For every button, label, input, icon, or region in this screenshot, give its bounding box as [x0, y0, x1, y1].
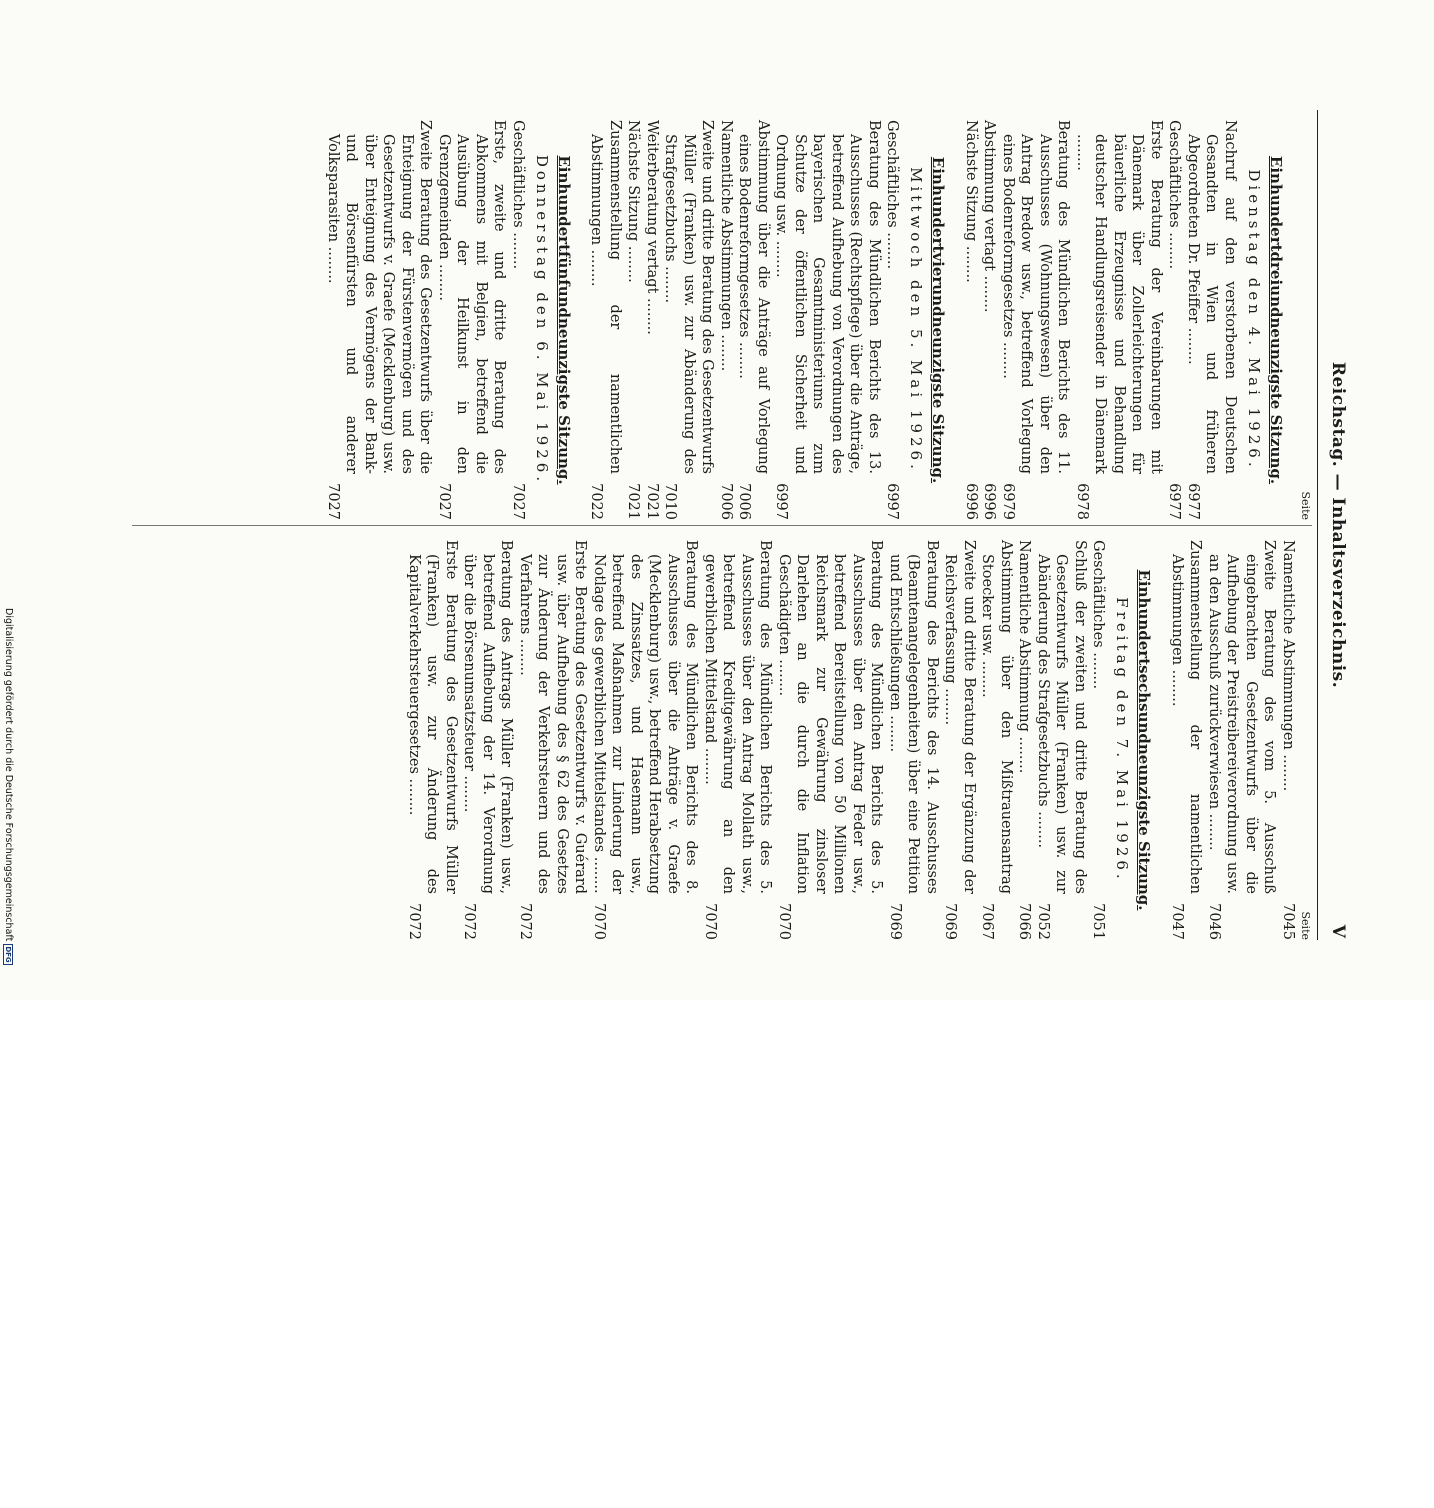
entry-text: Zusammenstellung der namentlichen Abstimmungen ........: [588, 120, 623, 474]
entry-text: Beratung des Antrags Müller (Franken) usw., betreffend Aufhebung der 14. Verordnung über die Börsenumsatzsteuer ........: [461, 540, 515, 894]
entry-page-number: 7067: [979, 903, 996, 940]
entry-page-number: 6997: [773, 483, 790, 520]
entry-page-number: 7045: [1280, 903, 1296, 940]
index-entry: [624, 120, 643, 520]
session-title: Einhundertdreiundneunzigste Sitzung.: [1267, 155, 1285, 485]
index-entry: [509, 120, 528, 520]
session-block: [324, 120, 574, 520]
index-entry: [717, 120, 736, 520]
entry-page-number: 7027: [510, 483, 526, 520]
entry-page-number: 7070: [591, 903, 607, 940]
index-entry: [883, 120, 902, 520]
index-entry: [1205, 540, 1279, 940]
index-entry: [886, 540, 942, 940]
rotated-index-page: [122, 110, 1352, 940]
right-column: [405, 540, 1313, 940]
session-block: [1168, 540, 1298, 940]
index-entry: [1034, 540, 1090, 940]
session-block: [587, 120, 948, 520]
index-entry: [978, 540, 1015, 940]
entry-text: Zweite und dritte Beratung des Gesetzentwurfs Müller (Franken) usw. zur Abänderung des Strafgesetzbuchs ........: [662, 120, 716, 474]
entry-page-number: 6978: [1074, 483, 1090, 520]
index-entry: [590, 540, 701, 940]
entry-text: Erste Beratung des Gesetzentwurfs v. Guérard usw. über Aufhebung des § 62 des Gesetzes zur Änderung der Verkehrsteuern und des Verfahrens ........: [517, 540, 589, 894]
entry-text: Abstimmung über den Mißtrauensantrag Stoecker usw. ........: [979, 540, 1014, 894]
entry-text: Zusammenstellung der namentlichen Abstimmungen ........: [1169, 540, 1204, 894]
entry-text: Erste, zweite und dritte Beratung des Abkommens mit Belgien, betreffend die Ausübung der Heilkunst in den Grenzgemeinden ........: [436, 120, 508, 474]
seite-label: Seite: [1299, 491, 1312, 520]
left-column: [324, 120, 1313, 520]
entry-page-number: 6977: [1185, 483, 1201, 520]
index-entry: [1165, 120, 1184, 520]
entry-text: Namentliche Abstimmung ........: [1016, 540, 1033, 774]
entry-text: Beratung des Mündlichen Berichts des 5. Ausschusses über den Antrag Feder usw., betreffend Bereitstellung von 50 Millionen Reichsmark zur Gewährung zinsloser Darlehen an die durch die Inflation Geschädigten ........: [776, 540, 885, 894]
entry-page-number: 7046: [1206, 903, 1222, 940]
entry-text: Nächste Sitzung ........: [625, 120, 642, 283]
entry-text: Zweite Beratung des Gesetzentwurfs über die Enteignung der Fürstenvermögen und des Gesetzentwurfs v. Graefe (Mecklenburg) usw. über Enteignung des Vermögens der Bank- und Börsenfürsten und anderer Volksparasiten ........: [325, 120, 434, 474]
index-entry: [516, 540, 590, 940]
session-block: [405, 540, 1154, 940]
index-entry: [661, 120, 717, 520]
entry-text: Nachruf auf den verstorbenen Deutschen Gesandten in Wien und früheren Abgeordneten Dr. Pfeiffer ........: [1185, 120, 1238, 474]
credit-text: Digitalisierung gefördert durch die Deutsche Forschungsgemeinschaft: [3, 608, 14, 942]
session-date: Freitag den 7. Mai 1926.: [1113, 597, 1132, 883]
index-entry: [1089, 540, 1108, 940]
entry-text: Geschäftliches ........: [884, 120, 901, 270]
entry-page-number: 7047: [1169, 903, 1185, 940]
entry-page-number: 6977: [1166, 483, 1183, 520]
index-entry: [1279, 540, 1298, 940]
index-entry: [775, 540, 886, 940]
entry-text: Zweite Beratung des vom 5. Ausschuß eingebrachten Gesetzentwurfs über die Aufhebung der Preistreibereiverordnung usw. an den Ausschuß zurückverwiesen ........: [1206, 540, 1278, 894]
entry-text: Namentliche Abstimmungen ........: [718, 120, 734, 372]
session-title: Einhundertvierundneunzigste Sitzung.: [929, 156, 948, 484]
entry-page-number: 7027: [325, 483, 341, 520]
entry-page-number: 7021: [644, 483, 660, 520]
page-title: Reichstag. — Inhaltsverzeichnis.: [1328, 361, 1348, 689]
entry-page-number: 7010: [662, 483, 679, 520]
session-title: Einhundertsechsundneunzigste Sitzung.: [1135, 569, 1154, 911]
index-entry: [460, 540, 516, 940]
entry-text: Geschäftliches ........: [1090, 540, 1107, 690]
index-entry: [587, 120, 624, 520]
entry-text: Geschäftliches ........: [510, 120, 526, 270]
index-entry: [643, 120, 662, 520]
session-title: Einhundertfünfundneunzigste Sitzung.: [555, 155, 573, 485]
entry-page-number: 6997: [884, 483, 901, 520]
index-entry: [435, 120, 509, 520]
entry-text: Geschäftliches ........: [1166, 120, 1183, 270]
entry-text: Erste Beratung der Vereinbarungen mit Dänemark über Zollerleichterungen für bäuerliche Erzeugnisse und Behandlung deutscher Handlungsreisender in Dänemark ........: [1074, 120, 1164, 474]
entry-page-number: 7051: [1090, 903, 1107, 940]
index-entry: [1015, 540, 1034, 940]
page-header: [1317, 110, 1352, 940]
entry-page-number: 6996: [963, 483, 979, 520]
index-entry: [962, 120, 981, 520]
index-entry: [1184, 120, 1240, 520]
entry-text: Erste Beratung des Gesetzentwurfs Müller (Franken) usw. zur Änderung des Kapitalverkehrsteuergesetzes ........: [406, 540, 459, 894]
entry-text: Namentliche Abstimmungen ........: [1280, 540, 1296, 792]
index-entry: [980, 120, 999, 520]
seite-label: Seite: [1299, 911, 1312, 940]
entry-text: Abstimmung über die Anträge auf Vorlegung eines Bodenreformgesetzes ........: [736, 120, 771, 474]
entry-page-number: 7052: [1035, 903, 1051, 940]
entry-page-number: 7070: [702, 903, 718, 940]
index-entry: [1073, 120, 1166, 520]
column-divider: [132, 525, 1312, 526]
entry-page-number: 7021: [625, 483, 642, 520]
index-entry: [701, 540, 775, 940]
entry-page-number: 7006: [736, 483, 753, 520]
entry-page-number: 7069: [942, 903, 959, 940]
dfg-logo: DFG: [4, 946, 12, 963]
session-block: [962, 120, 1286, 520]
index-entry: [735, 120, 772, 520]
entry-text: Beratung des Mündlichen Berichts des 5. Ausschusses über den Antrag Mollath usw., betreffend Kreditgewährung an den gewerblichen Mittelstand ........: [702, 540, 774, 894]
entry-text: Zweite und dritte Beratung der Ergänzung der Reichsverfassung ........: [942, 540, 977, 894]
entry-text: Nächste Sitzung ........: [963, 120, 979, 283]
entry-page-number: 7070: [776, 903, 792, 940]
entry-page-number: 7072: [406, 903, 422, 940]
entry-text: Beratung des Mündlichen Berichts des 8. Ausschusses über die Anträge v. Graefe (Mecklenburg) usw., betreffend Herabsetzung des Zinssatzes, und Hasemann usw., betreffend Maßnahmen zur Linderung der Notlage des gewerblichen Mittelstandes ........: [591, 540, 700, 894]
index-entry: [405, 540, 461, 940]
entry-page-number: 7027: [436, 483, 452, 520]
entry-text: Beratung des Mündlichen Berichts des 11. Ausschusses (Wohnungswesen) über den Antrag Bredow usw., betreffend Vorlegung eines Bodenreformgesetzes ........: [1000, 120, 1072, 474]
entry-page-number: 7069: [887, 903, 903, 940]
digitization-credit: [0, 0, 14, 1000]
index-entry: [999, 120, 1073, 520]
entry-page-number: 7022: [588, 483, 605, 520]
entry-page-number: 7066: [1016, 903, 1033, 940]
index-entry: [1168, 540, 1205, 940]
entry-page-number: 7006: [718, 483, 734, 520]
entry-page-number: 7072: [461, 903, 478, 940]
entry-text: Beratung des Berichts des 14. Ausschusses (Beamtenangelegenheiten) über eine Petition und Entschließungen ........: [887, 540, 940, 894]
index-entry: [941, 540, 978, 940]
entry-text: Schluß der zweiten und dritte Beratung des Gesetzentwurfs Müller (Franken) usw. zur Abänderung des Strafgesetzbuchs ........: [1035, 540, 1088, 894]
session-date: Dienstag den 4. Mai 1926.: [1245, 169, 1263, 471]
page-number: V: [1328, 924, 1348, 938]
entry-page-number: 6979: [1000, 483, 1016, 520]
entry-page-number: 7072: [517, 903, 533, 940]
index-entry: [772, 120, 883, 520]
entry-text: Beratung des Mündlichen Berichts des 13. Ausschusses (Rechtspflege) über die Anträge, betreffend Aufhebung von Verordnungen des bayerischen Gesamtministeriums zum Schutze der öffentlichen Sicherheit und Ordnung usw. ........: [773, 120, 882, 474]
session-date: Donnerstag den 6. Mai 1926.: [533, 154, 551, 486]
entry-text: Abstimmung vertagt ........: [981, 120, 998, 313]
entry-page-number: 6996: [981, 483, 998, 520]
entry-text: Weiterberatung vertagt ........: [644, 120, 660, 335]
session-date: Mittwoch den 5. Mai 1926.: [907, 167, 926, 473]
index-entry: [324, 120, 435, 520]
